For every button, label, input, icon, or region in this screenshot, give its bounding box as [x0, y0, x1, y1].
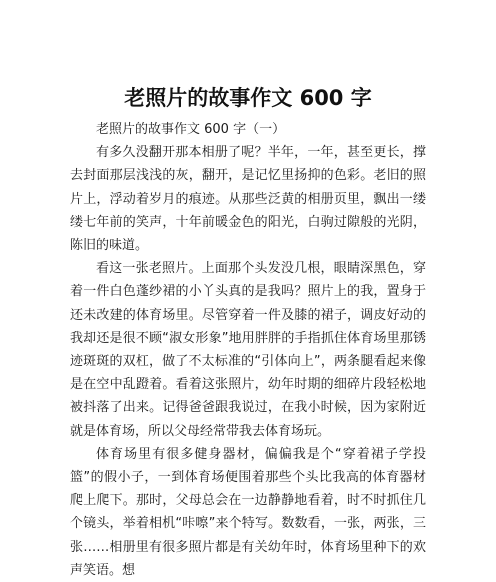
section-subtitle: 老照片的故事作文 600 字（一） [96, 122, 286, 137]
document-body [70, 118, 426, 582]
paragraph: 有多久没翻开那本相册了呢？半年，一年，甚至更长，撑去封面那层浅浅的灰，翻开，是记忆里扬抑的色彩。老旧的照片上，浮动着岁月的痕迹。从那些泛黄的相册页里，飘出一缕缕七年前的笑声，十年前暖金色的阳光，白驹过隙般的光阴，陈旧的味道。 [70, 145, 426, 254]
paragraph: 看这一张老照片。上面那个头发没几根，眼睛深黑色，穿着一件白色蓬纱裙的小丫头真的是我吗？照片上的我，置身于还未改建的体育场里。尽管穿着一件及膝的裙子，调皮好动的我却还是很不顾“淑女形象”地用胖胖的手指抓住体育场里那锈迹斑斑的双杠，做了不太标准的“引体向上”，两条腿看起来像是在空中乱蹬着。看着这张照片，幼年时期的细碎片段轻松地被抖落了出来。记得爸爸跟我说过，在我小时候，因为家附近就是体育场，所以父母经常带我去体育场玩。 [70, 261, 426, 439]
document-title: 老照片的故事作文 600 字 [124, 86, 372, 110]
paragraph: 体育场里有很多健身器材，偏偏我是个“穿着裙子学投篮”的假小子，一到体育场便围着那些个头比我高的体育器材爬上爬下。那时，父母总会在一边静静地看着，时不时抓住几个镜头，举着相机“咔嚓”来个特写。数数看，一张，两张，三张……相册里有很多照片都是有关幼年时，体育场里种下的欢声笑语。想 [70, 446, 426, 578]
